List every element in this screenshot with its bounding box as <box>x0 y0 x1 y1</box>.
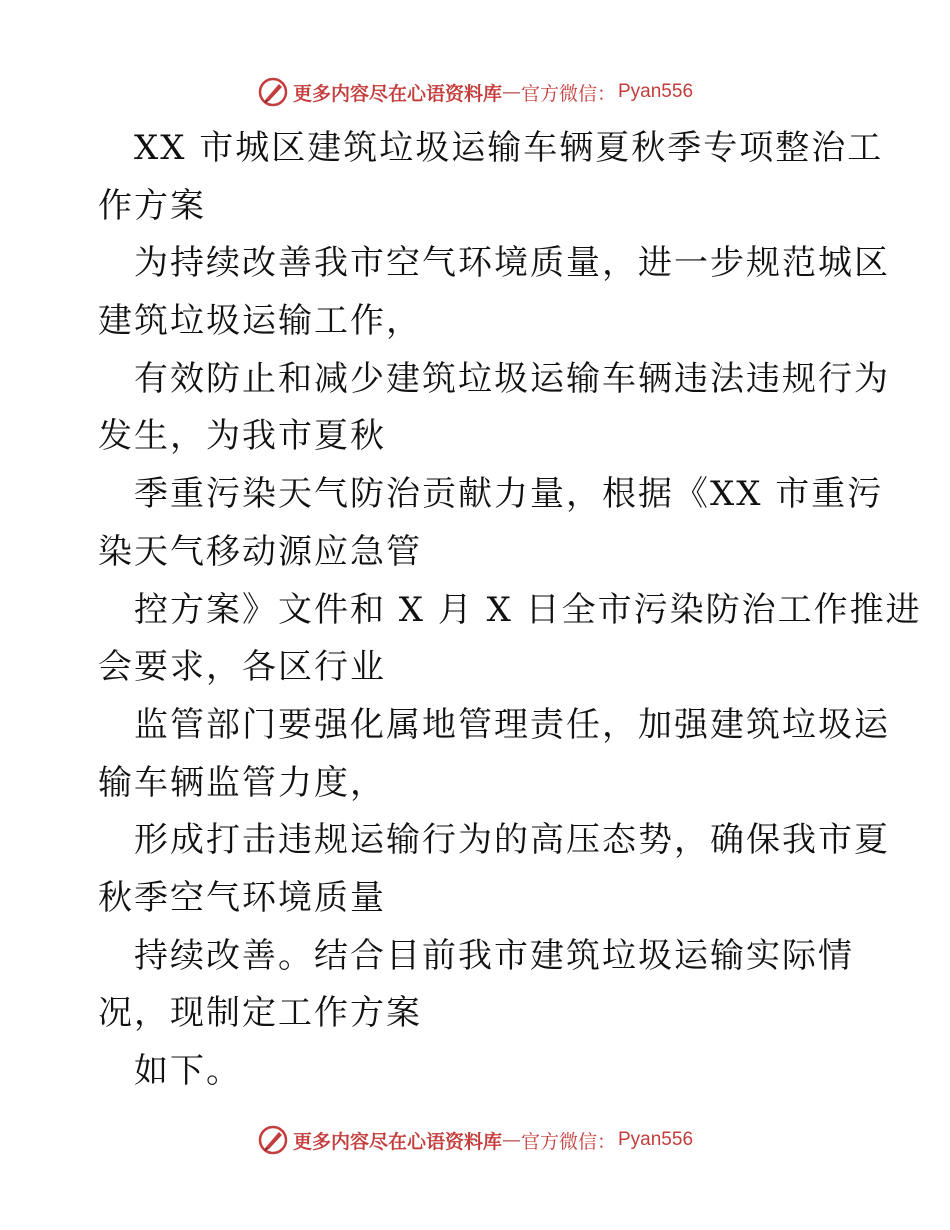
watermark-dash: — <box>501 81 521 103</box>
paragraph-line: 发生，为我市夏秋 <box>98 416 386 457</box>
watermark-text: 更多内容尽在心语资料库 <box>292 82 502 105</box>
header-watermark <box>0 72 950 112</box>
watermark-dash: — <box>501 1129 521 1151</box>
wechat-id: Pyan556 <box>618 81 694 102</box>
paragraph-line: 输车辆监管力度， <box>98 762 386 803</box>
document-body <box>98 120 922 1101</box>
wechat-label: 官方微信： <box>520 1130 616 1153</box>
wechat-id: Pyan556 <box>618 1129 694 1150</box>
paragraph-line: 会要求，各区行业 <box>98 647 386 688</box>
wechat-label: 官方微信： <box>520 82 616 105</box>
paragraph-line: 形成打击违规运输行为的高压态势，确保我市夏 <box>134 820 890 861</box>
paragraph-line: 如下。 <box>134 1051 242 1091</box>
paragraph-line: 秋季空气环境质量 <box>98 877 386 918</box>
paragraph-line: 持续改善。结合目前我市建筑垃圾运输实际情 <box>134 935 854 976</box>
quill-pen-logo-icon <box>257 76 289 108</box>
paragraph-line: 控方案》文件和 X 月 X 日全市污染防治工作推进 <box>134 589 922 630</box>
paragraph-line: 有效防止和减少建筑垃圾运输车辆违法违规行为 <box>134 358 890 399</box>
quill-pen-logo-icon <box>257 1124 289 1156</box>
title-line-2: 作方案 <box>98 185 206 226</box>
watermark-text: 更多内容尽在心语资料库 <box>292 1130 502 1153</box>
paragraph-line: 染天气移动源应急管 <box>98 531 422 572</box>
paragraph-line: 况，现制定工作方案 <box>98 993 422 1034</box>
paragraph-line: 季重污染天气防治贡献力量，根据《XX 市重污 <box>134 474 884 515</box>
paragraph-line: 为持续改善我市空气环境质量，进一步规范城区 <box>134 243 890 284</box>
footer-watermark <box>0 1120 950 1160</box>
title-line-1: XX 市城区建筑垃圾运输车辆夏秋季专项整治工 <box>134 128 884 168</box>
paragraph-line: 监管部门要强化属地管理责任，加强建筑垃圾运 <box>134 704 890 745</box>
paragraph-line: 建筑垃圾运输工作， <box>98 301 422 342</box>
